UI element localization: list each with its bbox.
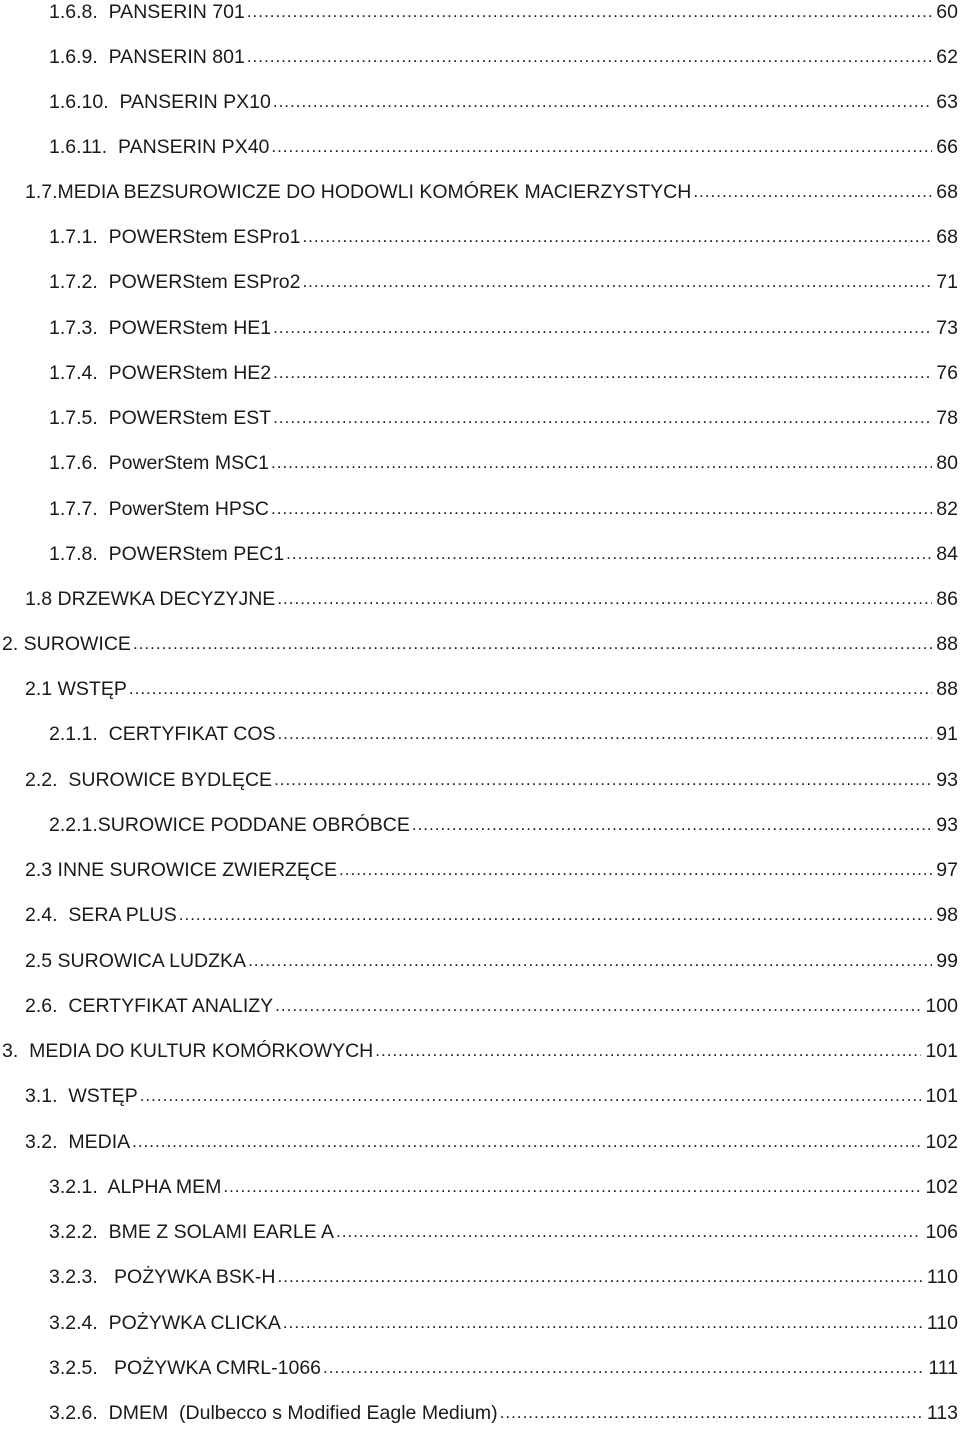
toc-entry[interactable] <box>49 403 958 433</box>
toc-entry[interactable] <box>49 1353 958 1383</box>
toc-entry-label: 3.2.3. POŻYWKA BSK-H <box>49 1266 276 1288</box>
toc-entry-page: 84 <box>936 543 958 565</box>
toc-dot-leader <box>412 810 932 840</box>
toc-entry-label: 2. SUROWICE <box>2 633 131 655</box>
toc-entry-label: 1.7.6. PowerStem MSC1 <box>49 452 270 474</box>
toc-dot-leader <box>278 719 933 749</box>
toc-entry[interactable] <box>49 494 958 524</box>
toc-entry-label: 1.6.11. PANSERIN PX40 <box>49 136 270 158</box>
toc-entry-page: 106 <box>925 1221 958 1243</box>
toc-entry-label: 2.4. SERA PLUS <box>25 904 177 926</box>
toc-entry[interactable] <box>49 42 958 72</box>
toc-entry[interactable] <box>49 1398 958 1428</box>
toc-entry-page: 110 <box>926 1266 958 1288</box>
toc-dot-leader <box>273 403 932 433</box>
toc-entry-page: 93 <box>936 814 958 836</box>
toc-entry-label: 3.1. WSTĘP <box>25 1085 138 1107</box>
toc-dot-leader <box>286 539 932 569</box>
toc-entry-page: 86 <box>936 588 958 610</box>
toc-dot-leader <box>273 313 932 343</box>
toc-entry-page: 93 <box>936 769 958 791</box>
toc-dot-leader <box>273 87 932 117</box>
toc-entry-page: 88 <box>936 633 958 655</box>
toc-entry-page: 60 <box>936 1 958 23</box>
toc-entry[interactable] <box>25 855 958 885</box>
toc-entry[interactable] <box>25 946 958 976</box>
toc-entry-page: 102 <box>925 1131 958 1153</box>
toc-dot-leader <box>273 358 932 388</box>
toc-entry-label: 1.6.10. PANSERIN PX10 <box>49 91 271 113</box>
toc-dot-leader <box>278 1262 923 1292</box>
toc-entry-page: 63 <box>936 91 958 113</box>
toc-entry[interactable] <box>49 810 958 840</box>
toc-entry-label: 3. MEDIA DO KULTUR KOMÓRKOWYCH <box>2 1040 374 1062</box>
toc-dot-leader <box>133 629 932 659</box>
toc-entry-label: 1.7.4. POWERStem HE2 <box>49 362 272 384</box>
toc-entry-page: 68 <box>936 181 958 203</box>
toc-entry[interactable] <box>49 358 958 388</box>
toc-entry[interactable] <box>49 719 958 749</box>
toc-entry-label: 3.2.2. BME Z SOLAMI EARLE A <box>49 1221 335 1243</box>
toc-entry-label: 2.2. SUROWICE BYDLĘCE <box>25 769 273 791</box>
toc-dot-leader <box>248 946 932 976</box>
toc-entry-page: 62 <box>936 46 958 68</box>
toc-entry[interactable] <box>49 132 958 162</box>
toc-dot-leader <box>129 674 932 704</box>
toc-entry-page: 76 <box>936 362 958 384</box>
toc-entry-label: 3.2.1. ALPHA MEM <box>49 1176 222 1198</box>
toc-dot-leader <box>271 448 932 478</box>
toc-dot-leader <box>271 132 932 162</box>
toc-entry-page: 91 <box>936 723 958 745</box>
toc-entry-label: 1.7.2. POWERStem ESPro2 <box>49 271 301 293</box>
toc-dot-leader <box>283 1308 923 1338</box>
toc-dot-leader <box>275 991 921 1021</box>
toc-entry-label: 2.5 SUROWICA LUDZKA <box>25 950 247 972</box>
toc-dot-leader <box>323 1353 924 1383</box>
toc-entry[interactable] <box>25 900 958 930</box>
toc-entry-label: 1.7.MEDIA BEZSUROWICZE DO HODOWLI KOMÓREK MACIERZYSTYCH <box>25 181 692 203</box>
toc-entry[interactable] <box>25 584 958 614</box>
toc-entry[interactable] <box>49 448 958 478</box>
toc-entry-label: 2.6. CERTYFIKAT ANALIZY <box>25 995 274 1017</box>
toc-entry[interactable] <box>49 1262 958 1292</box>
toc-dot-leader <box>179 900 933 930</box>
toc-entry[interactable] <box>2 629 958 659</box>
toc-dot-leader <box>500 1398 923 1428</box>
toc-dot-leader <box>274 765 932 795</box>
toc-entry[interactable] <box>49 267 958 297</box>
toc-entry-label: 2.1 WSTĘP <box>25 678 127 700</box>
toc-entry-label: 3.2.4. POŻYWKA CLICKA <box>49 1312 281 1334</box>
toc-entry-label: 3.2.5. POŻYWKA CMRL-1066 <box>49 1357 322 1379</box>
toc-entry[interactable] <box>49 87 958 117</box>
toc-entry-label: 1.8 DRZEWKA DECYZYJNE <box>25 588 276 610</box>
toc-entry[interactable] <box>25 1127 958 1157</box>
toc-entry-label: 1.7.5. POWERStem EST <box>49 407 272 429</box>
toc-entry-page: 73 <box>936 317 958 339</box>
toc-entry-label: 2.3 INNE SUROWICE ZWIERZĘCE <box>25 859 338 881</box>
toc-entry[interactable] <box>49 1308 958 1338</box>
toc-entry-page: 102 <box>925 1176 958 1198</box>
toc-entry[interactable] <box>49 222 958 252</box>
toc-entry-page: 88 <box>936 678 958 700</box>
toc-entry-page: 68 <box>936 226 958 248</box>
toc-entry[interactable] <box>25 1081 958 1111</box>
toc-dot-leader <box>223 1172 921 1202</box>
toc-entry[interactable] <box>49 0 958 27</box>
toc-entry-label: 1.7.8. POWERStem PEC1 <box>49 543 285 565</box>
toc-entry-page: 66 <box>936 136 958 158</box>
toc-entry-label: 1.6.9. PANSERIN 801 <box>49 46 245 68</box>
toc-dot-leader <box>247 42 932 72</box>
toc-entry-label: 1.7.1. POWERStem ESPro1 <box>49 226 301 248</box>
toc-entry-page: 101 <box>925 1040 958 1062</box>
toc-entry-page: 71 <box>936 271 958 293</box>
toc-entry-label: 3.2. MEDIA <box>25 1131 131 1153</box>
toc-entry-page: 111 <box>928 1357 958 1379</box>
toc-entry-label: 1.7.7. PowerStem HPSC <box>49 498 270 520</box>
toc-entry[interactable] <box>25 674 958 704</box>
toc-entry-label: 1.6.8. PANSERIN 701 <box>49 1 245 23</box>
toc-dot-leader <box>693 177 932 207</box>
toc-entry-label: 3.2.6. DMEM (Dulbecco s Modified Eagle Medium) <box>49 1402 498 1424</box>
toc-entry-label: 2.2.1.SUROWICE PODDANE OBRÓBCE <box>49 814 410 836</box>
toc-entry-page: 97 <box>936 859 958 881</box>
toc-entry-page: 113 <box>926 1402 958 1424</box>
toc-entry[interactable] <box>25 177 958 207</box>
toc-dot-leader <box>132 1127 921 1157</box>
toc-entry-page: 80 <box>936 452 958 474</box>
toc-entry-page: 82 <box>936 498 958 520</box>
toc-entry[interactable] <box>49 1217 958 1247</box>
toc-dot-leader <box>336 1217 921 1247</box>
toc-dot-leader <box>247 0 932 27</box>
toc-entry-page: 78 <box>936 407 958 429</box>
toc-entry[interactable] <box>49 539 958 569</box>
toc-entry-page: 100 <box>925 995 958 1017</box>
toc-entry[interactable] <box>25 765 958 795</box>
toc-entry-page: 110 <box>926 1312 958 1334</box>
toc-dot-leader <box>277 584 932 614</box>
toc-entry-page: 101 <box>925 1085 958 1107</box>
toc-dot-leader <box>339 855 932 885</box>
toc-dot-leader <box>302 222 932 252</box>
toc-entry[interactable] <box>49 313 958 343</box>
toc-entry[interactable] <box>2 1036 958 1066</box>
toc-entry-label: 1.7.3. POWERStem HE1 <box>49 317 272 339</box>
toc-entry-page: 98 <box>936 904 958 926</box>
toc-entry-page: 99 <box>936 950 958 972</box>
toc-dot-leader <box>271 494 932 524</box>
toc-dot-leader <box>140 1081 922 1111</box>
toc-entry[interactable] <box>25 991 958 1021</box>
toc-dot-leader <box>302 267 932 297</box>
toc-entry[interactable] <box>49 1172 958 1202</box>
toc-entry-label: 2.1.1. CERTYFIKAT COS <box>49 723 276 745</box>
toc-dot-leader <box>375 1036 921 1066</box>
